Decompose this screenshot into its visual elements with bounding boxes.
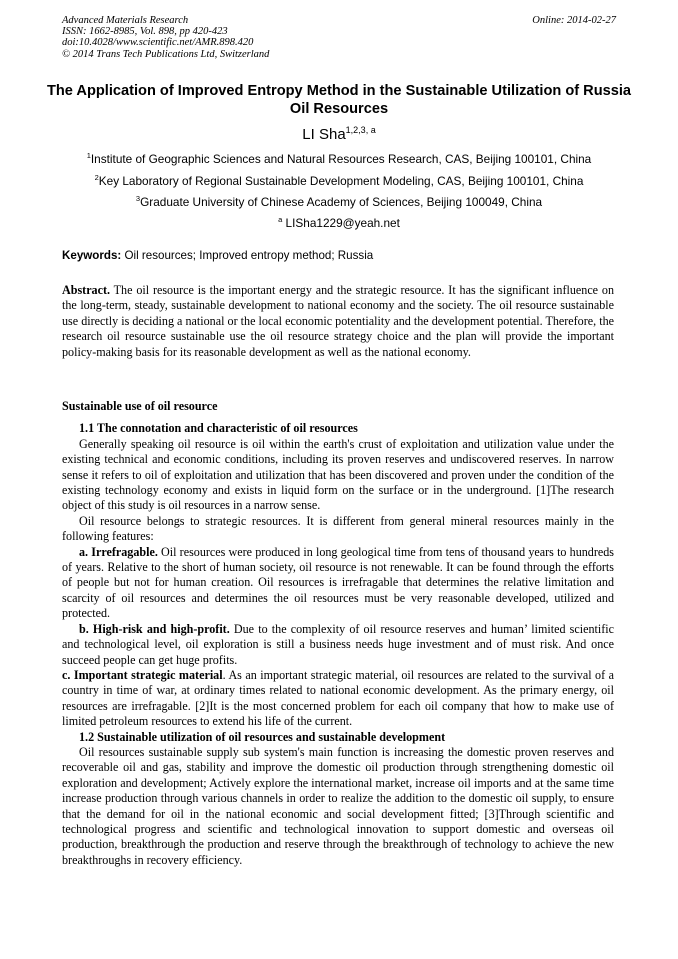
section-body xyxy=(62,399,614,868)
abstract xyxy=(62,283,614,360)
affiliation-3 xyxy=(40,192,638,209)
affiliation-1 xyxy=(40,149,638,166)
keywords xyxy=(62,249,618,263)
paragraph-1-2-a: Oil resources sustainable supply sub system's main function is increasing the domestic proven reserves and recoverable oil and gas, stability and improve the domestic oil production through strengthening domestic oil exploration and development; Actively explore the international market, increase oil imports and at the same time increase production through various channels in order to realize the addition to the domestic oil supply, to ensure that the demand for oil in the national economic and social development fitted; [3]Through scientific and technological progress and scientific and technological innovation to support domestic and overseas oil production, breakthrough the production and reserve through the breakthrough of technology to achieve the new breakthroughs in recovery efficiency. xyxy=(62,744,614,867)
author-name: LI Sha xyxy=(302,126,346,143)
feature-c xyxy=(62,668,614,730)
affiliation-3-marker: 3 xyxy=(135,194,141,203)
affiliation-3-text: Graduate University of Chinese Academy of Sciences, Beijing 100049, China xyxy=(140,195,543,209)
section-heading: Sustainable use of oil resource xyxy=(62,399,218,413)
affiliation-1-marker: 1 xyxy=(86,151,91,160)
author-email xyxy=(40,213,638,230)
online-date: Online: 2014-02-27 xyxy=(532,15,616,26)
author-superscript: 1,2,3, a xyxy=(345,125,376,135)
journal-copyright: © 2014 Trans Tech Publications Ltd, Switzerland xyxy=(62,48,270,60)
feature-a-label: a. Irrefragable. xyxy=(79,544,158,559)
keywords-text: Oil resources; Improved entropy method; Russia xyxy=(121,249,374,262)
keywords-label: Keywords: xyxy=(62,249,122,262)
journal-name: Advanced Materials Research xyxy=(62,15,189,26)
feature-c-text: . As an important strategic material, oil resources are related to the survival of a country in time of war, at ordinary times related to national economic development. As the primary energy, oil resources are irrefragable. [2]It is the most concerned problem for each oil company that how to make use of limited petroleum resources to extend his life of the current. xyxy=(62,667,614,729)
feature-c-label: c. Important strategic material xyxy=(62,667,223,682)
feature-b-text: Due to the complexity of oil resource reserves and human’ limited scientific and technological level, oil exploration is still a business needs huge investment and of must risk. And once succeed people can get huge profits. xyxy=(62,621,615,667)
paragraph-1-1-a: Generally speaking oil resource is oil within the earth's crust of exploitation and utilization value under the existing technical and economic conditions, including its proven reserves and undiscovered reserves. In narrow sense it refers to oil of exploitation and utilization that has been discovered and proven under the condition of the existing technology economy and exists in liquid form on the surface or in the underground. [1]The research object of this study is oil resources in a narrow sense. xyxy=(62,436,614,513)
subsection-1-2-heading: 1.2 Sustainable utilization of oil resources and sustainable development xyxy=(79,729,446,744)
journal-issn: ISSN: 1662-8985, Vol. 898, pp 420-423 xyxy=(62,26,228,38)
abstract-label: Abstract. xyxy=(62,283,111,297)
email-marker: a xyxy=(278,215,283,224)
journal-header xyxy=(62,15,622,60)
feature-a xyxy=(62,545,614,622)
paper-title: The Application of Improved Entropy Method in the Sustainable Utilization of Russia Oil Resources xyxy=(46,83,632,117)
journal-doi: doi:10.4028/www.scientific.net/AMR.898.420 xyxy=(62,37,254,49)
affiliation-2-marker: 2 xyxy=(94,173,99,182)
abstract-text: The oil resource is the important energy and the strategic resource. It has the significant influence on the long-term, steady, sustainable development to national economy and the society. The oil resource sustainable use directly is deciding a national or the local economic potentiality and the development potential. Therefore, the research oil resource sustainable use the oil resource strategy choice and the plan will provide the important policy-making basis for its reasonable development as well as the national economy. xyxy=(62,283,614,359)
feature-b-label: b. High-risk and high-profit. xyxy=(79,621,230,636)
feature-b xyxy=(62,622,614,668)
affiliation-2-text: Key Laboratory of Regional Sustainable Development Modeling, CAS, Beijing 100101, China xyxy=(98,174,584,188)
author-line xyxy=(40,121,638,144)
subsection-1-1-heading: 1.1 The connotation and characteristic of oil resources xyxy=(79,421,358,436)
paragraph-1-1-b: Oil resource belongs to strategic resources. It is different from general mineral resources mainly in the following features: xyxy=(62,513,614,544)
feature-a-text: Oil resources were produced in long geological time from tens of thousand years to hundreds of years. Relative to the short of human society, oil resource is not renewable. It can be found through the efforts of people but not for human creation. Oil resources is irrefragable that determines the relative limitation and scarcity of oil resources and determines the oil resources must be very reasonable developed, utilized and protected. xyxy=(62,544,614,621)
email-text: LISha1229@yeah.net xyxy=(282,216,400,230)
affiliation-1-text: Institute of Geographic Sciences and Natural Resources Research, CAS, Beijing 100101, China xyxy=(90,152,592,166)
affiliation-2 xyxy=(40,171,638,188)
